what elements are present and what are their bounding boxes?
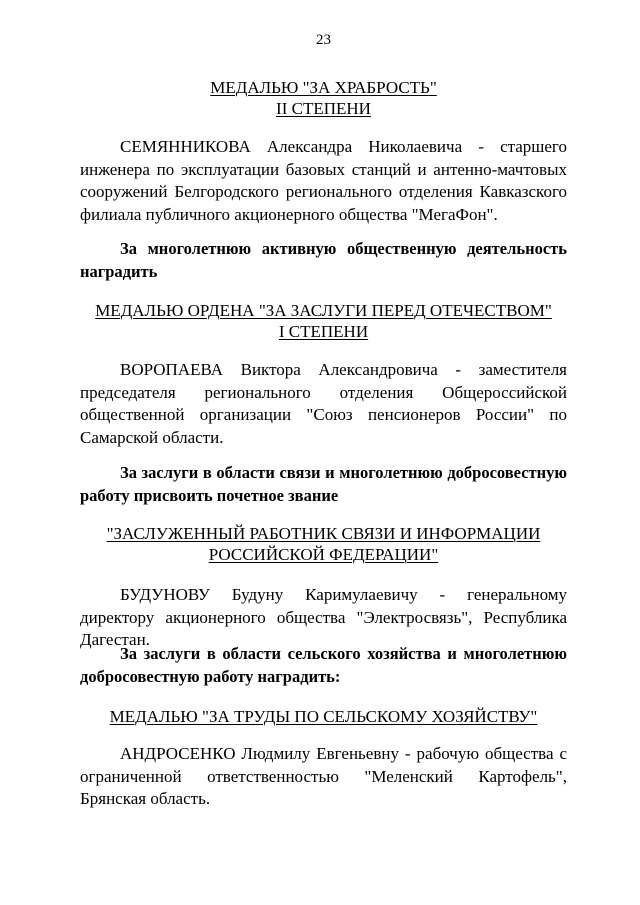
heading-line: МЕДАЛЬЮ ОРДЕНА "ЗА ЗАСЛУГИ ПЕРЕД ОТЕЧЕСТВОМ" bbox=[95, 301, 552, 320]
heading-line: II СТЕПЕНИ bbox=[276, 99, 371, 118]
award-heading-agriculture bbox=[80, 706, 567, 727]
nominee-paragraph: АНДРОСЕНКО Людмилу Евгеньевну - рабочую общества с ограниченной ответственностью "Меленский Картофель", Брянская область. bbox=[80, 744, 567, 808]
document-page bbox=[80, 0, 567, 905]
heading-line: РОССИЙСКОЙ ФЕДЕРАЦИИ" bbox=[208, 545, 439, 564]
nominee-paragraph: ВОРОПАЕВА Виктора Александровича - заместителя председателя регионального отделения Общероссийской общественной организации "Союз пенсионеров России" по Самарской области. bbox=[80, 360, 567, 447]
heading-line: МЕДАЛЬЮ "ЗА ТРУДЫ ПО СЕЛЬСКОМУ ХОЗЯЙСТВУ" bbox=[109, 707, 538, 726]
award-heading-honored-worker bbox=[80, 523, 567, 565]
award-heading-order-merit bbox=[80, 300, 567, 342]
award-intro: За многолетнюю активную общественную деятельность наградить bbox=[80, 239, 567, 281]
page-number: 23 bbox=[316, 32, 331, 48]
award-heading-bravery bbox=[80, 77, 567, 119]
nominee-paragraph: БУДУНОВУ Будуну Каримулаевичу - генеральному директору акционерного общества "Электросвязь", Республика Дагестан. bbox=[80, 585, 567, 649]
award-intro: За заслуги в области связи и многолетнюю добросовестную работу присвоить почетное звание bbox=[80, 463, 567, 505]
heading-line: МЕДАЛЬЮ "ЗА ХРАБРОСТЬ" bbox=[210, 78, 437, 97]
award-intro: За заслуги в области сельского хозяйства и многолетнюю добросовестную работу наградить: bbox=[80, 644, 567, 686]
heading-line: "ЗАСЛУЖЕННЫЙ РАБОТНИК СВЯЗИ И ИНФОРМАЦИИ bbox=[106, 524, 541, 543]
heading-line: I СТЕПЕНИ bbox=[278, 322, 369, 341]
nominee-paragraph: СЕМЯННИКОВА Александра Николаевича - старшего инженера по эксплуатации базовых станций и антенно-мачтовых сооружений Белгородского регионального отделения Кавказского филиала публичного акционерного общества "МегаФон". bbox=[80, 137, 567, 224]
